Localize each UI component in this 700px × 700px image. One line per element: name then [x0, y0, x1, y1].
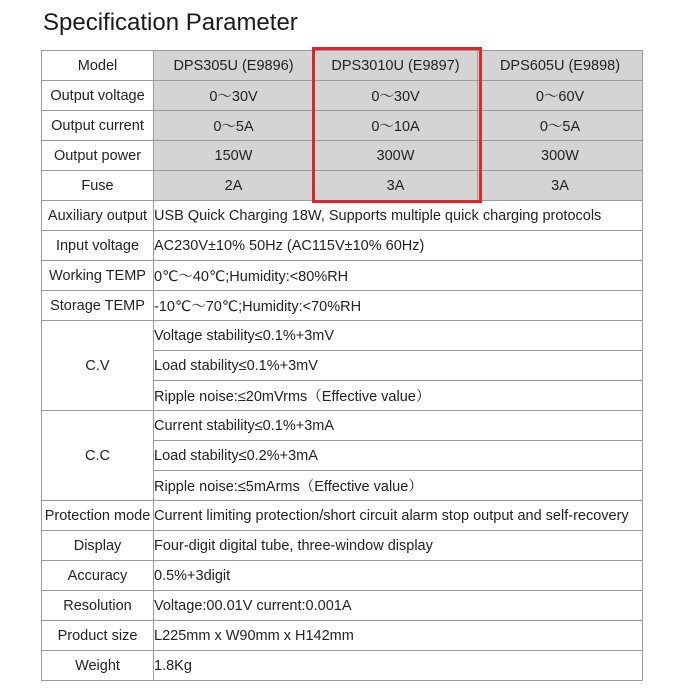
row-label: Protection mode [42, 501, 154, 531]
row-label: Storage TEMP [42, 291, 154, 321]
row-label: Output current [42, 111, 154, 141]
table-row-fuse [42, 171, 643, 201]
cell-value: 2A [154, 171, 314, 201]
table-row-protection-mode [42, 501, 643, 531]
cell-value: USB Quick Charging 18W, Supports multiple quick charging protocols [154, 201, 643, 231]
cc-item: Load stability≤0.2%+3mA [154, 441, 643, 471]
table-row-storage-temp [42, 291, 643, 321]
model-dps305u: DPS305U (E9896) [154, 51, 314, 81]
row-label: Fuse [42, 171, 154, 201]
cell-value: 3A [478, 171, 643, 201]
row-label: Output voltage [42, 81, 154, 111]
cell-value: 0.5%+3digit [154, 561, 643, 591]
cell-value: 0～30V [154, 81, 314, 111]
table-row-accuracy [42, 561, 643, 591]
table-row-resolution [42, 591, 643, 621]
row-label-cv: C.V [42, 321, 154, 411]
model-dps605u: DPS605U (E9898) [478, 51, 643, 81]
cell-value: Four-digit digital tube, three-window display [154, 531, 643, 561]
table-row-output-power [42, 141, 643, 171]
cell-value: AC230V±10% 50Hz (AC115V±10% 60Hz) [154, 231, 643, 261]
cell-value: -10℃～70℃;Humidity:<70%RH [154, 291, 643, 321]
cell-value: L225mm x W90mm x H142mm [154, 621, 643, 651]
table-row-model [42, 51, 643, 81]
cell-value: 150W [154, 141, 314, 171]
spec-table [41, 50, 643, 681]
row-label: Model [42, 51, 154, 81]
table-row-output-voltage [42, 81, 643, 111]
row-label: Accuracy [42, 561, 154, 591]
table-row-working-temp [42, 261, 643, 291]
cell-value: 0～5A [478, 111, 643, 141]
table-row-cc [42, 411, 643, 441]
row-label: Working TEMP [42, 261, 154, 291]
table-row-display [42, 531, 643, 561]
cv-item: Load stability≤0.1%+3mV [154, 351, 643, 381]
row-label-cc: C.C [42, 411, 154, 501]
row-label: Output power [42, 141, 154, 171]
table-row-weight [42, 651, 643, 681]
table-row-input-voltage [42, 231, 643, 261]
table-row-product-size [42, 621, 643, 651]
cc-item: Current stability≤0.1%+3mA [154, 411, 643, 441]
row-label: Auxiliary output [42, 201, 154, 231]
cell-value: Voltage:00.01V current:0.001A [154, 591, 643, 621]
cv-item: Voltage stability≤0.1%+3mV [154, 321, 643, 351]
table-row-output-current [42, 111, 643, 141]
row-label: Input voltage [42, 231, 154, 261]
row-label: Weight [42, 651, 154, 681]
row-label: Display [42, 531, 154, 561]
cell-value: 1.8Kg [154, 651, 643, 681]
row-label: Product size [42, 621, 154, 651]
row-label: Resolution [42, 591, 154, 621]
table-row-cv [42, 321, 643, 351]
model-dps3010u: DPS3010U (E9897) [314, 51, 478, 81]
table-row-auxiliary-output [42, 201, 643, 231]
cell-value: Current limiting protection/short circuit alarm stop output and self-recovery [154, 501, 643, 531]
cell-value: 3A [314, 171, 478, 201]
cell-value: 300W [478, 141, 643, 171]
cell-value: 0～10A [314, 111, 478, 141]
cell-value: 0～5A [154, 111, 314, 141]
cv-item: Ripple noise:≤20mVrms（Effective value） [154, 381, 643, 411]
cell-value: 0～60V [478, 81, 643, 111]
cell-value: 300W [314, 141, 478, 171]
cell-value: 0～30V [314, 81, 478, 111]
page-title: Specification Parameter [43, 9, 298, 36]
cell-value: 0℃～40℃;Humidity:<80%RH [154, 261, 643, 291]
cc-item: Ripple noise:≤5mArms（Effective value） [154, 471, 643, 501]
